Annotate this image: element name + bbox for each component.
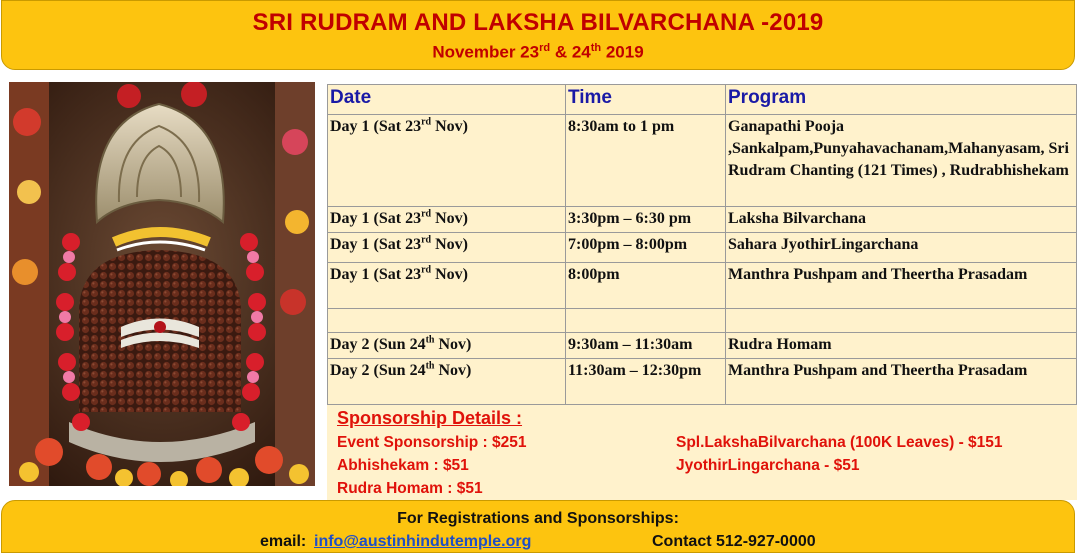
- sponsorship-item: JyothirLingarchana - $51: [676, 457, 860, 474]
- row-time: [566, 309, 726, 333]
- program-schedule-table: [327, 84, 1077, 405]
- row-program: Manthra Pushpam and Theertha Prasadam: [726, 359, 1077, 405]
- contact-phone: Contact 512-927-0000: [652, 533, 816, 550]
- dates-sup-th: th: [590, 42, 602, 54]
- shiva-lingam-image: [9, 82, 315, 486]
- date-month: Nov): [431, 236, 468, 253]
- row-time: 9:30am – 11:30am: [566, 333, 726, 359]
- row-date: [328, 233, 566, 263]
- row-date: [328, 359, 566, 405]
- date-text: Day 1 (Sat 23: [330, 266, 422, 283]
- date-sup: th: [425, 334, 435, 346]
- row-date: [328, 333, 566, 359]
- row-program: Manthra Pushpam and Theertha Prasadam: [726, 263, 1077, 309]
- row-time: 8:00pm: [566, 263, 726, 309]
- date-month: Nov): [434, 336, 472, 353]
- contact-footer: [1, 500, 1075, 553]
- table-header-row: [328, 85, 1077, 115]
- row-program: [726, 309, 1077, 333]
- event-dates: [2, 42, 1074, 63]
- dates-suffix: 2019: [601, 42, 644, 62]
- table-row: [328, 263, 1077, 309]
- row-time: 3:30pm – 6:30 pm: [566, 207, 726, 233]
- row-program: Rudra Homam: [726, 333, 1077, 359]
- date-text: Day 1 (Sat 23: [330, 236, 422, 253]
- event-title: SRI RUDRAM AND LAKSHA BILVARCHANA -2019: [252, 9, 824, 36]
- dates-prefix: November 23: [432, 42, 540, 62]
- row-time: 11:30am – 12:30pm: [566, 359, 726, 405]
- sponsorship-item: Rudra Homam : $51: [337, 480, 483, 497]
- date-month: Nov): [431, 210, 468, 227]
- sponsorship-section: [337, 408, 522, 429]
- row-date: [328, 263, 566, 309]
- date-sup: rd: [421, 116, 432, 128]
- date-text: Day 2 (Sun 24: [330, 362, 426, 379]
- row-time: 7:00pm – 8:00pm: [566, 233, 726, 263]
- table-row: [328, 207, 1077, 233]
- dates-sup-rd: rd: [539, 42, 551, 54]
- date-text: Day 1 (Sat 23: [330, 118, 422, 135]
- header-date: Date: [328, 85, 566, 115]
- row-program: Laksha Bilvarchana: [726, 207, 1077, 233]
- email-link[interactable]: info@austinhindutemple.org: [314, 533, 532, 550]
- shiva-lingam-illustration: [9, 82, 315, 486]
- date-sup: rd: [421, 234, 432, 246]
- date-month: Nov): [434, 362, 472, 379]
- row-date: [328, 207, 566, 233]
- table-row: [328, 115, 1077, 207]
- table-row-empty: [328, 309, 1077, 333]
- row-date: [328, 309, 566, 333]
- row-program: Ganapathi Pooja ,Sankalpam,Punyahavachanam,Mahanyasam, Sri Rudram Chanting (121 Times) , Rudrabhishekam: [726, 115, 1077, 207]
- date-month: Nov): [431, 266, 468, 283]
- row-program: Sahara JyothirLingarchana: [726, 233, 1077, 263]
- date-text: Day 1 (Sat 23: [330, 210, 422, 227]
- sponsorship-heading: Sponsorship Details :: [337, 408, 523, 428]
- row-time: 8:30am to 1 pm: [566, 115, 726, 207]
- date-sup: th: [425, 360, 435, 372]
- registration-heading: For Registrations and Sponsorships:: [397, 510, 679, 527]
- row-date: [328, 115, 566, 207]
- date-text: Day 2 (Sun 24: [330, 336, 426, 353]
- header-time: Time: [566, 85, 726, 115]
- date-sup: rd: [421, 208, 432, 220]
- sponsorship-item: Event Sponsorship : $251: [337, 434, 527, 451]
- date-month: Nov): [431, 118, 468, 135]
- email-label: email:: [260, 533, 307, 550]
- date-sup: rd: [421, 264, 432, 276]
- title-banner: [1, 0, 1075, 70]
- dates-mid: & 24: [550, 42, 591, 62]
- sponsorship-item: Spl.LakshaBilvarchana (100K Leaves) - $151: [676, 434, 1003, 451]
- table-row: [328, 333, 1077, 359]
- table-row: [328, 233, 1077, 263]
- header-program: Program: [726, 85, 1077, 115]
- sponsorship-item: Abhishekam : $51: [337, 457, 469, 474]
- table-row: [328, 359, 1077, 405]
